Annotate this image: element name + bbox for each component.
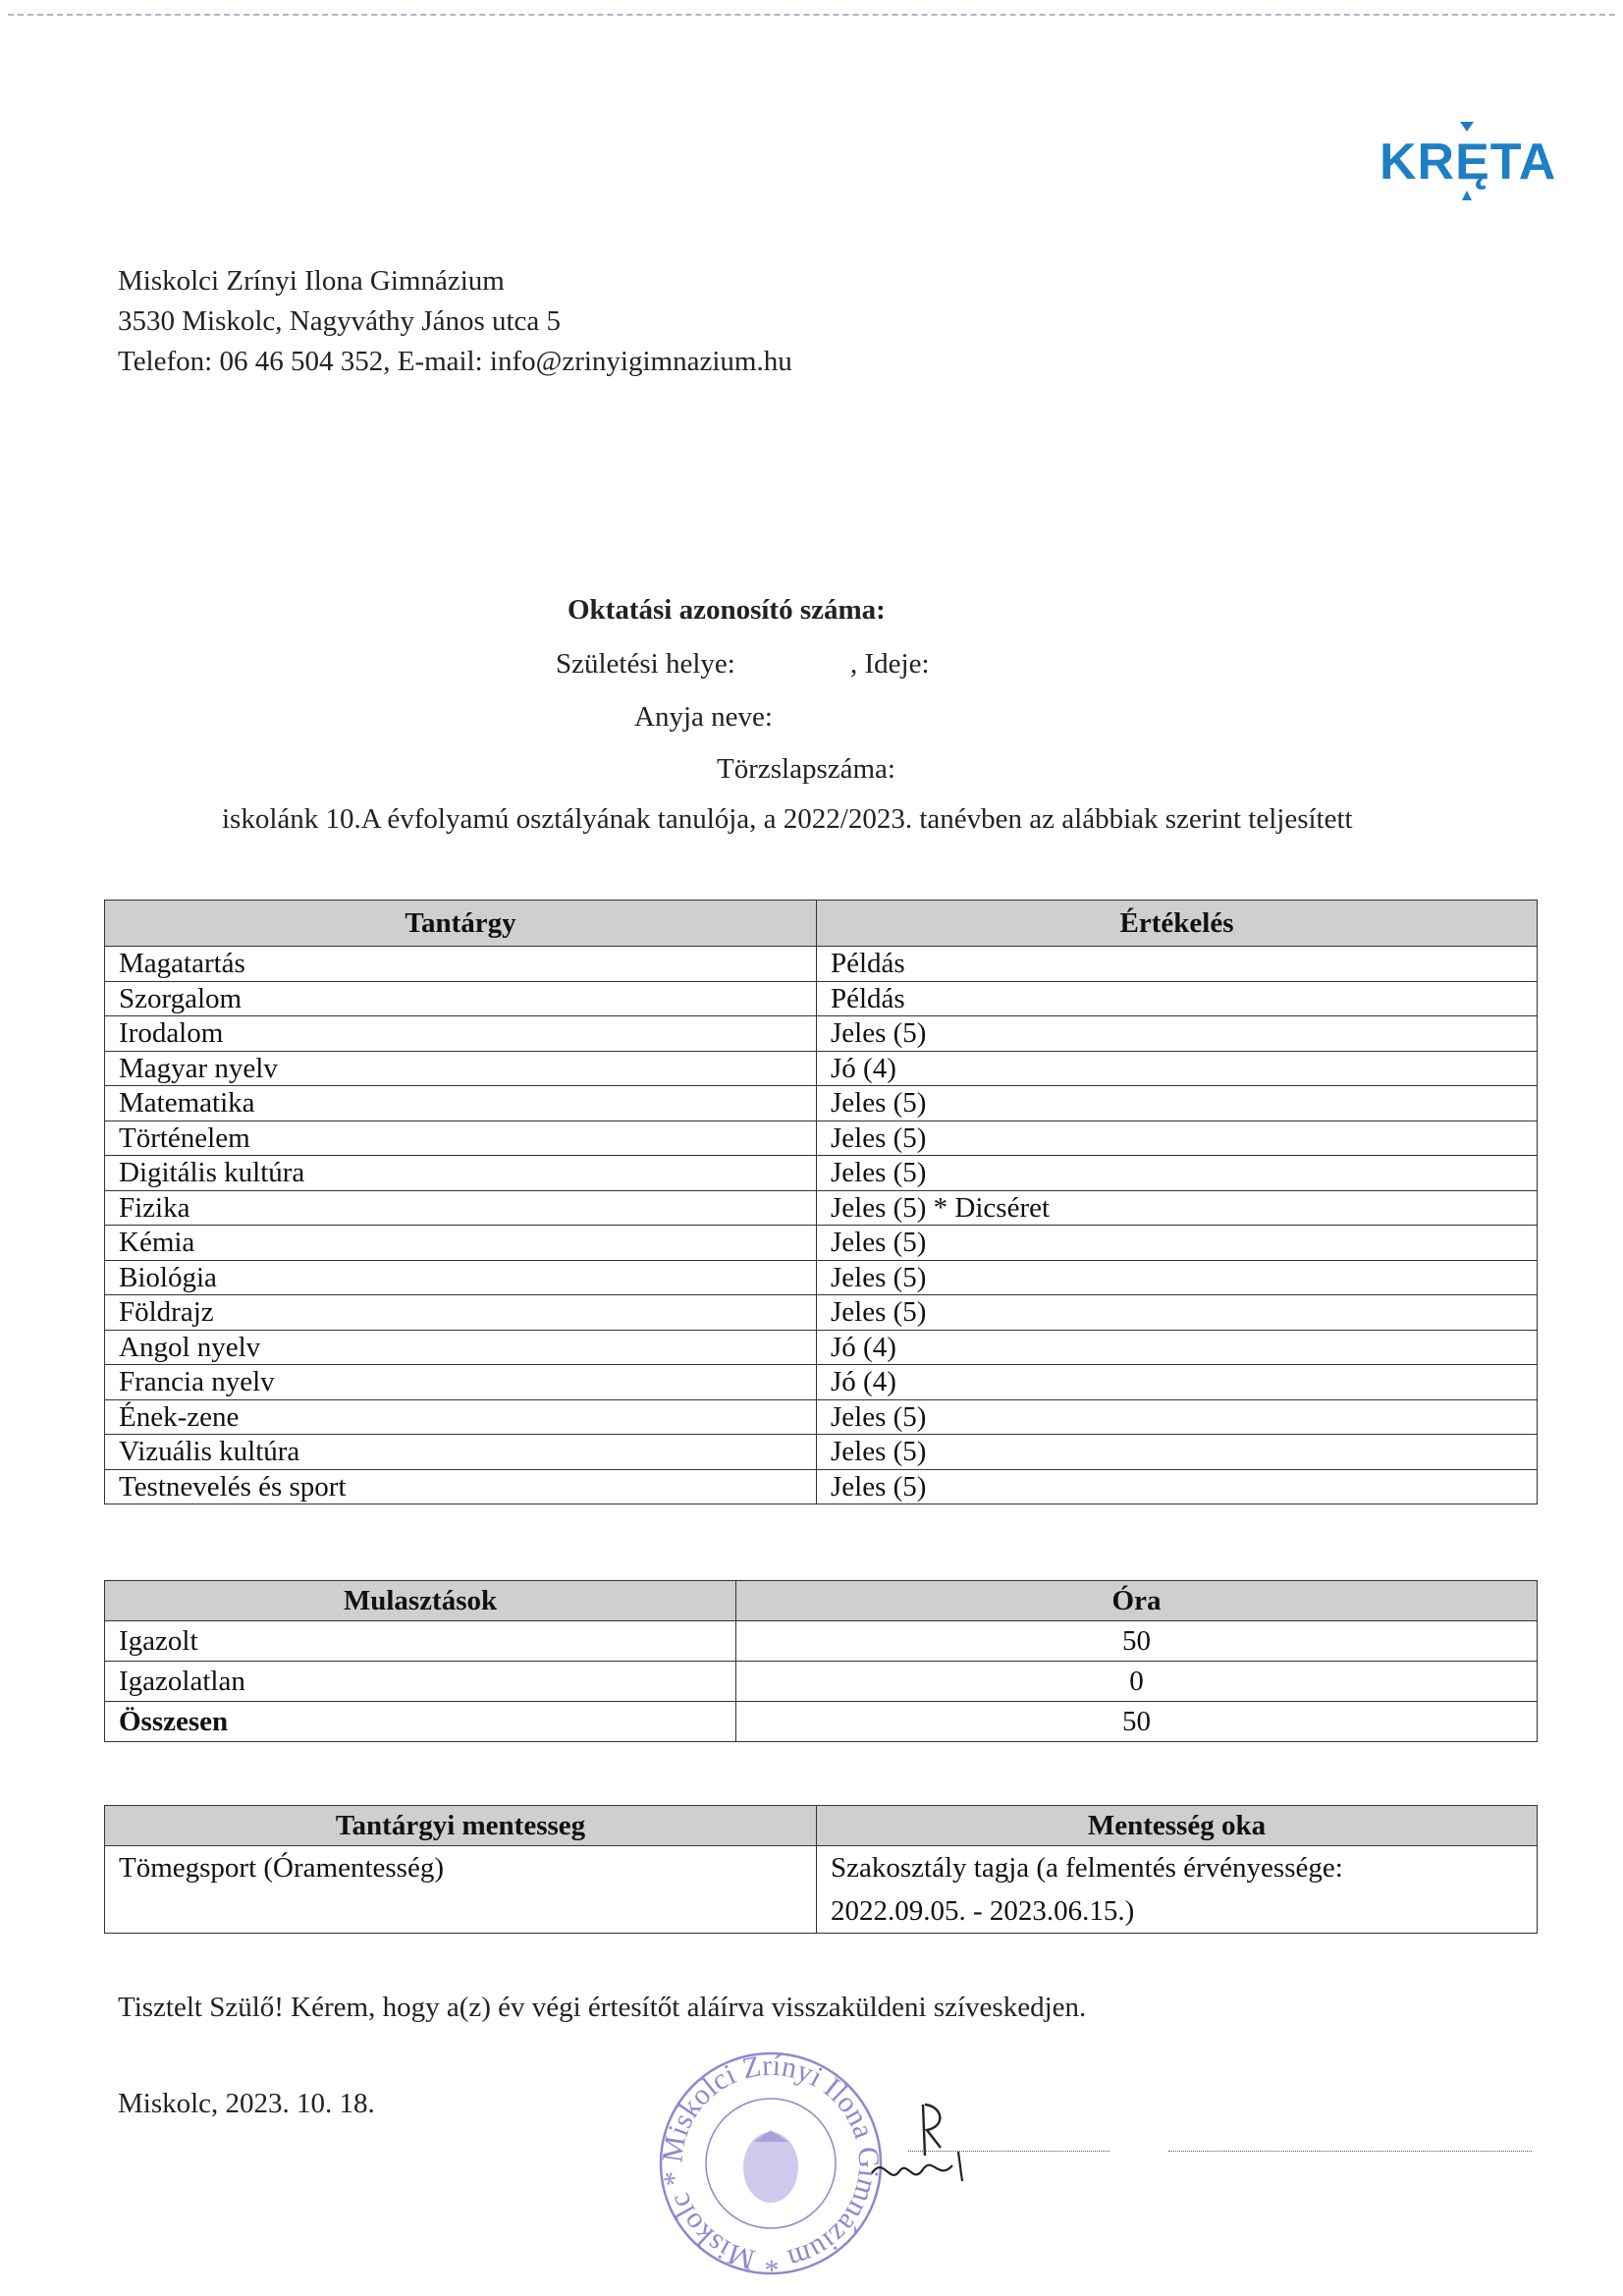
exemption-subject-header: Tantárgyi mentesseg <box>105 1806 817 1846</box>
hours-header: Óra <box>736 1581 1538 1621</box>
table-row <box>105 1621 1538 1662</box>
torzslap-label: Törzslapszáma: <box>717 753 895 785</box>
table-row <box>105 1086 1538 1121</box>
subject-cell: Vizuális kultúra <box>105 1435 817 1470</box>
table-row <box>105 1121 1538 1156</box>
grade-cell: Jó (4) <box>817 1051 1538 1086</box>
table-row <box>105 1399 1538 1435</box>
table-row <box>105 1662 1538 1702</box>
grade-cell: Jeles (5) <box>817 1435 1538 1470</box>
kreta-logo <box>1380 118 1557 206</box>
stamp-text: Miskolci Zrínyi Ilona Gimnázium * Miskolc * <box>656 2049 886 2278</box>
table-header-row <box>105 1581 1538 1621</box>
exemption-table <box>104 1805 1538 1934</box>
subject-cell: Magatartás <box>105 947 817 982</box>
absence-type-cell: Igazolatlan <box>105 1662 736 1702</box>
absence-total-hours: 50 <box>736 1702 1538 1742</box>
szuletesi-label: Születési helye: <box>556 648 735 680</box>
subject-cell: Francia nyelv <box>105 1365 817 1400</box>
subject-cell: Ének-zene <box>105 1399 817 1435</box>
absence-hours-cell: 0 <box>736 1662 1538 1702</box>
grade-cell: Jeles (5) <box>817 1399 1538 1435</box>
grade-cell: Jeles (5) <box>817 1121 1538 1156</box>
school-contact: Telefon: 06 46 504 352, E-mail: info@zrinyigimnazium.hu <box>118 346 792 377</box>
grade-cell: Jeles (5) <box>817 1086 1538 1121</box>
grade-cell: Jeles (5) <box>817 1226 1538 1261</box>
anyja-label: Anyja neve: <box>634 701 773 733</box>
signature <box>864 2087 992 2205</box>
table-row <box>105 1016 1538 1052</box>
grade-cell: Példás <box>817 981 1538 1016</box>
school-address: 3530 Miskolc, Nagyváthy János utca 5 <box>118 305 562 337</box>
subject-header: Tantárgy <box>105 901 817 947</box>
exemption-reason-line1: Szakosztály tagja (a felmentés érvényessége: <box>831 1852 1343 1884</box>
table-row <box>105 1702 1538 1742</box>
summary-line: iskolánk 10.A évfolyamú osztályának tanulója, a 2022/2023. tanévben az alábbiak szerint teljesített <box>222 803 1353 835</box>
table-row <box>105 1295 1538 1331</box>
table-row <box>105 1156 1538 1191</box>
absence-hours-cell: 50 <box>736 1621 1538 1662</box>
grade-header: Értékelés <box>817 901 1538 947</box>
table-row <box>105 1435 1538 1470</box>
exemption-reason-header: Mentesség oka <box>817 1806 1538 1846</box>
absence-total-label: Összesen <box>105 1702 736 1742</box>
school-header <box>118 261 792 382</box>
table-row <box>105 947 1538 982</box>
absences-table <box>104 1580 1538 1742</box>
subject-cell: Testnevelés és sport <box>105 1469 817 1504</box>
table-row <box>105 1330 1538 1365</box>
subject-cell: Digitális kultúra <box>105 1156 817 1191</box>
absences-header: Mulasztások <box>105 1581 736 1621</box>
subject-cell: Kémia <box>105 1226 817 1261</box>
page-top-border <box>8 14 1615 16</box>
table-header-row <box>105 901 1538 947</box>
school-name: Miskolci Zrínyi Ilona Gimnázium <box>118 265 505 297</box>
subject-cell: Biológia <box>105 1260 817 1295</box>
table-row <box>105 1365 1538 1400</box>
table-row <box>105 1190 1538 1226</box>
issue-date: Miskolc, 2023. 10. 18. <box>118 2088 375 2119</box>
grade-cell: Jeles (5) * Dicséret <box>817 1190 1538 1226</box>
ideje-label: , Ideje: <box>850 648 930 680</box>
subject-cell: Szorgalom <box>105 981 817 1016</box>
school-stamp <box>643 2048 898 2278</box>
table-row <box>105 1260 1538 1295</box>
parent-notice: Tisztelt Szülő! Kérem, hogy a(z) év végi értesítőt aláírva visszaküldeni szíveskedjen. <box>118 1992 1087 2023</box>
oktatasi-label: Oktatási azonosító száma: <box>568 594 886 626</box>
signature-line-left <box>908 2151 1109 2152</box>
svg-text:KRĘTA: KRĘTA <box>1380 134 1557 191</box>
exemption-reason-line2: 2022.09.05. - 2023.06.15.) <box>831 1895 1135 1927</box>
absence-type-cell: Igazolt <box>105 1621 736 1662</box>
subject-cell: Történelem <box>105 1121 817 1156</box>
exemption-reason-cell <box>817 1846 1538 1934</box>
subject-cell: Irodalom <box>105 1016 817 1052</box>
subject-cell: Földrajz <box>105 1295 817 1331</box>
table-row <box>105 1846 1538 1934</box>
grade-cell: Jeles (5) <box>817 1016 1538 1052</box>
grade-cell: Jeles (5) <box>817 1156 1538 1191</box>
table-row <box>105 981 1538 1016</box>
grade-cell: Jeles (5) <box>817 1260 1538 1295</box>
exemption-subject-cell: Tömegsport (Óramentesség) <box>105 1846 817 1934</box>
signature-line-right <box>1168 2151 1532 2152</box>
table-row <box>105 1226 1538 1261</box>
subject-cell: Matematika <box>105 1086 817 1121</box>
grade-cell: Jeles (5) <box>817 1469 1538 1504</box>
table-row <box>105 1469 1538 1504</box>
subject-cell: Fizika <box>105 1190 817 1226</box>
subject-cell: Magyar nyelv <box>105 1051 817 1086</box>
subjects-table <box>104 900 1538 1504</box>
grade-cell: Jó (4) <box>817 1330 1538 1365</box>
table-row <box>105 1051 1538 1086</box>
table-header-row <box>105 1806 1538 1846</box>
grade-cell: Példás <box>817 947 1538 982</box>
subject-cell: Angol nyelv <box>105 1330 817 1365</box>
grade-cell: Jeles (5) <box>817 1295 1538 1331</box>
grade-cell: Jó (4) <box>817 1365 1538 1400</box>
